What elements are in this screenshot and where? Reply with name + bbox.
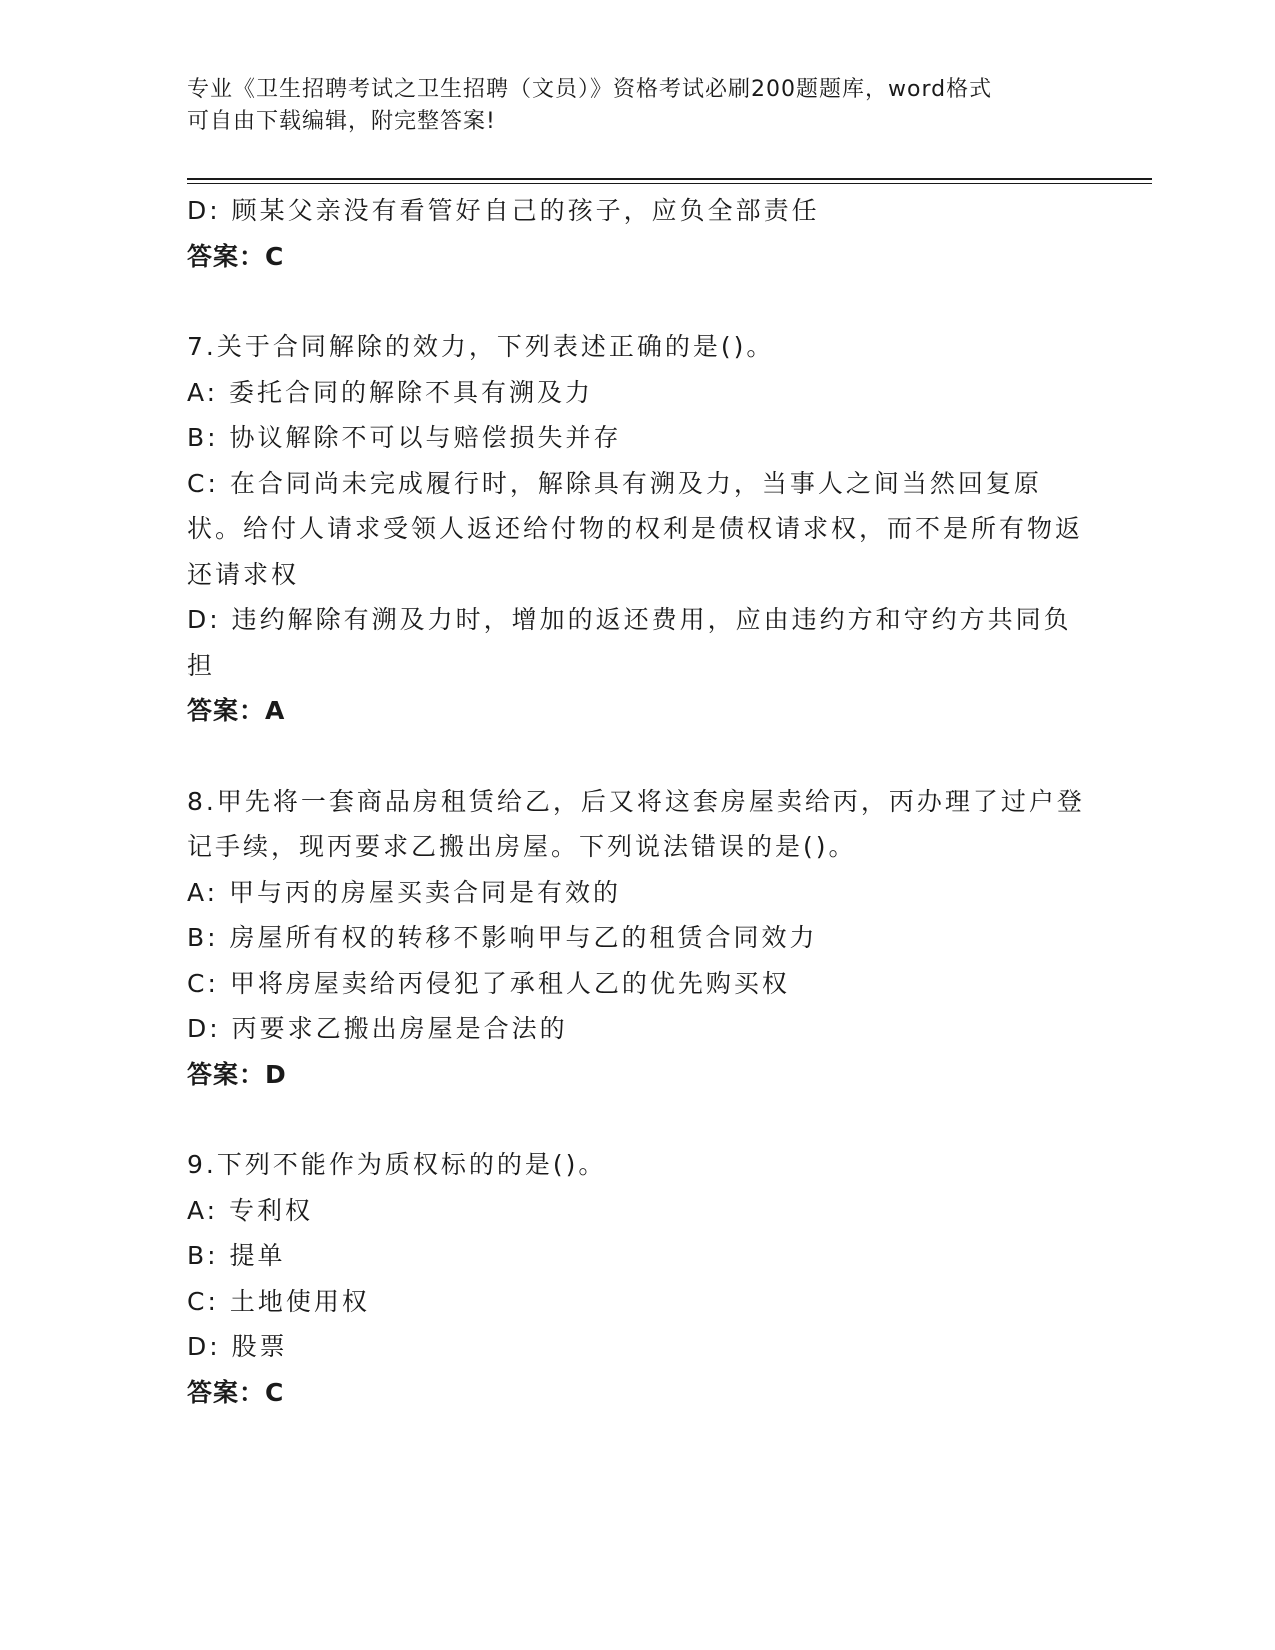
question-9 xyxy=(187,1142,1087,1415)
option-c: C: 甲将房屋卖给丙侵犯了承租人乙的优先购买权 xyxy=(187,968,790,998)
question-7 xyxy=(187,324,1087,734)
option-d: D: 丙要求乙搬出房屋是合法的 xyxy=(187,1014,568,1043)
question-stem: 8.甲先将一套商品房租赁给乙，后又将这套房屋卖给丙，丙办理了过户登记手续，现丙要求乙搬出房屋。下列说法错误的是()。 xyxy=(187,786,1085,861)
option-d: D: 违约解除有溯及力时，增加的返还费用，应由违约方和守约方共同负担 xyxy=(187,605,1072,680)
question-content xyxy=(187,188,1087,1415)
answer: 答案：D xyxy=(187,1059,287,1089)
option-b: B: 房屋所有权的转移不影响甲与乙的租赁合同效力 xyxy=(187,923,818,952)
carryover-block xyxy=(187,188,1087,279)
answer: 答案：A xyxy=(187,696,286,725)
header-title-line-1: 专业《卫生招聘考试之卫生招聘（文员）》资格考试必刷200题题库，word格式 xyxy=(187,77,993,102)
option-d: D: 股票 xyxy=(187,1332,288,1361)
option-c: C: 在合同尚未完成履行时，解除具有溯及力，当事人之间当然回复原状。给付人请求受领人返还给付物的权利是债权请求权，而不是所有物返还请求权 xyxy=(187,468,1084,589)
option-a: A: 委托合同的解除不具有溯及力 xyxy=(187,377,594,407)
carryover-option-d: D: 顾某父亲没有看管好自己的孩子，应负全部责任 xyxy=(187,196,820,225)
option-a: A: 专利权 xyxy=(187,1195,314,1225)
option-c: C: 土地使用权 xyxy=(187,1286,370,1316)
header-divider-thick xyxy=(187,178,1152,180)
option-b: B: 协议解除不可以与赔偿损失并存 xyxy=(187,423,622,452)
question-stem: 9.下列不能作为质权标的的是()。 xyxy=(187,1150,607,1179)
page-header xyxy=(187,74,1067,138)
question-stem: 7.关于合同解除的效力，下列表述正确的是()。 xyxy=(187,332,775,361)
answer: 答案：C xyxy=(187,1377,285,1407)
carryover-answer: 答案：C xyxy=(187,241,285,271)
option-a: A: 甲与丙的房屋买卖合同是有效的 xyxy=(187,877,622,907)
header-title-line-2: 可自由下载编辑，附完整答案! xyxy=(187,109,496,134)
header-divider-thin xyxy=(187,183,1152,184)
option-b: B: 提单 xyxy=(187,1241,286,1270)
question-8 xyxy=(187,779,1087,1098)
